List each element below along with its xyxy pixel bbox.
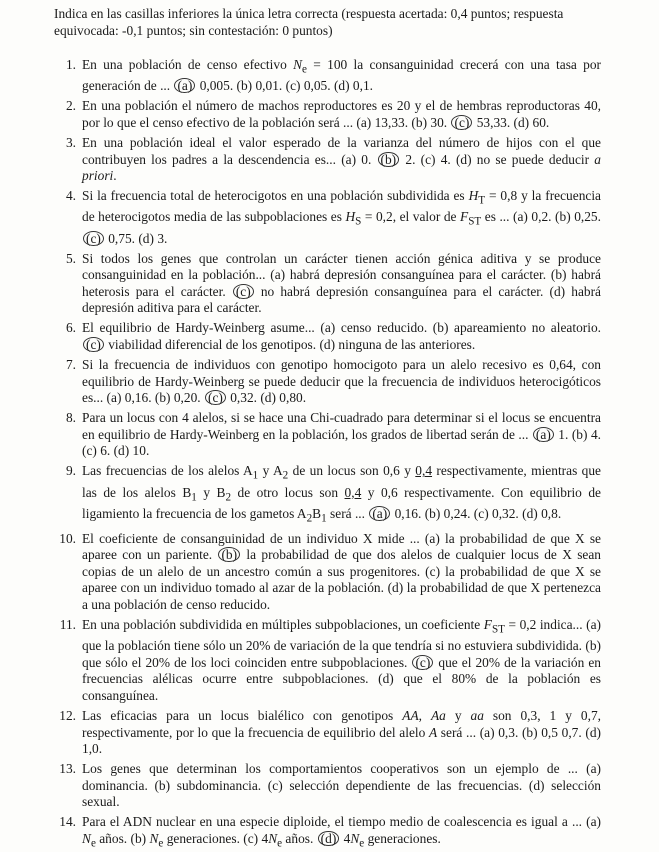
question-7: 7. Si la frecuencia de individuos con genotipo homocigoto para un alelo recesivo es 0,64, con equilibrio de Hardy-Weinberg se puede deducir que la frecuencia de individuos heterocigóticos es... (a) 0,16. (b) 0,20. (c) 0,32. (d) 0,80. <box>54 357 601 407</box>
question-3: 3. En una población ideal el valor esperado de la varianza del número de hijos con el que contribuyen los padres a la descendencia es... (a) 0. (b) 2. (c) 4. (d) no se puede deducir a priori. <box>54 135 601 185</box>
question-8: 8. Para un locus con 4 alelos, si se hace una Chi-cuadrado para determinar si el locus se encuentra en equilibrio de Hardy-Weinberg en la población, los grados de libertad serán de ... (a) 1. (b) 4. (c) 6. (d) 10. <box>54 410 601 460</box>
question-number: 1. <box>65 57 76 73</box>
selected-answer-mark: (b) <box>378 152 400 167</box>
question-number: 11. <box>59 616 76 632</box>
question-number: 6. <box>65 320 76 336</box>
question-5: 5. Si todos los genes que controlan un carácter tienen acción génica aditiva y se produce consanguinidad en la población... (a) habrá depresión consanguínea para el carácter. (b) habrá heterosis para el carácter. (c) no habrá depresión consanguínea para el carácter. (d) habrá depresión aditiva para el carácter. <box>54 251 601 317</box>
question-list <box>54 57 601 852</box>
selected-answer-mark: (d) <box>318 831 340 846</box>
selected-answer-mark: (c) <box>451 115 472 130</box>
instructions-text: Indica en las casillas inferiores la única letra correcta (respuesta acertada: 0,4 puntos; respuesta equivocada: -0,1 puntos; sin contestación: 0 puntos) <box>54 6 564 38</box>
selected-answer-mark: (c) <box>205 390 226 405</box>
question-number: 14. <box>59 814 76 830</box>
selected-answer-mark: (c) <box>233 284 254 299</box>
question-number: 9. <box>65 463 76 479</box>
question-13: 13. Los genes que determinan los comportamientos cooperativos son un ejemplo de ... (a) dominancia. (b) subdominancia. (c) selección dependiente de las frecuencias. (d) selección sexual. <box>54 761 601 811</box>
question-number: 7. <box>65 357 76 373</box>
question-number: 8. <box>65 410 76 426</box>
question-number: 10. <box>59 530 76 546</box>
question-number: 5. <box>65 250 76 266</box>
question-4: 4. Si la frecuencia total de heterocigotos en una población subdividida es $H_T = 0,8$ y la frecuencia de heterocigotos media de las subpoblaciones es $H_S = 0,2$, el valor de $F_{ST}$ es ... (a) 0,2. (b) 0,25. (c) 0,75. (d) 3. <box>54 188 601 247</box>
question-14: 14. Para el ADN nuclear en una especie diploide, el tiempo medio de coalescencia es igual a ... (a) $N_e$ años. (b) $N_e$ generaciones. (c) $4N_e$ años. (d) $4N_e$ generaciones. <box>54 814 601 852</box>
selected-answer-mark: (b) <box>218 547 240 562</box>
question-number: 12. <box>59 707 76 723</box>
selected-answer-mark: (c) <box>83 231 104 246</box>
question-10: 10. El coeficiente de consanguinidad de un individuo X mide ... (a) la probabilidad de que X se aparee con un pariente. (b) la probabilidad de que dos alelos de cualquier locus de X sean copias de un alelo de un ancestro común a sus progenitores. (c) la probabilidad de que X se aparee con un individuo tomado al azar de la población. (d) la probabilidad de que X pertenezca a una población de censo reducido. <box>54 531 601 614</box>
selected-answer-mark: (a) <box>533 427 554 442</box>
question-number: 3. <box>65 135 76 151</box>
question-12: 12. Las eficacias para un locus bialélico con genotipos AA, Aa y aa son 0,3, 1 y 0,7, respectivamente, por lo que la frecuencia de equilibrio del alelo A será ... (a) 0,3. (b) 0,5 0,7. (d) 1,0. <box>54 708 601 758</box>
selected-answer-mark: (c) <box>412 655 433 670</box>
selected-answer-mark: (a) <box>174 78 195 93</box>
question-11: 11. En una población subdividida en múltiples subpoblaciones, un coeficiente $F_{ST} = 0,2$ indica... (a) que la población tiene sólo un 20% de variación de la que tendría si no estuviera subdividida. (b) que sólo el 20% de los loci coinciden entre subpoblaciones. (c) que el 20% de la variación en frecuencias alélicas ocurre entre subpoblaciones. (d) que el 80% de la población es consanguínea. <box>54 617 601 705</box>
underlined-value: 0,4 <box>415 463 433 479</box>
question-2: 2. En una población el número de machos reproductores es 20 y el de hembras reproductoras 40, por lo que el censo efectivo de la población será ... (a) 13,33. (b) 30. (c) 53,33. (d) 60. <box>54 98 601 131</box>
selected-answer-mark: (c) <box>83 337 104 352</box>
question-1: 1. En una población de censo efectivo $N_e = 100$ la consanguinidad crecerá con una tasa por generación de ... (a) 0,005. (b) 0,01. (c) 0,05. (d) 0,1. <box>54 57 601 95</box>
selected-answer-mark: (a) <box>369 506 390 521</box>
underlined-value: 0,4 <box>344 484 362 500</box>
question-number: 2. <box>65 98 76 114</box>
question-6: 6. El equilibrio de Hardy-Weinberg asume... (a) censo reducido. (b) apareamiento no aleatorio. (c) viabilidad diferencial de los genotipos. (d) ninguna de las anteriores. <box>54 320 601 353</box>
question-number: 4. <box>65 188 76 204</box>
question-number: 13. <box>59 761 76 777</box>
question-9: 9. Las frecuencias de los alelos $A_1$ y $A_2$ de un locus son 0,6 y 0,4 respectivamente, mientras que las de los alelos $B_1$ y $B_2$ de otro locus son 0,4 y 0,6 respectivamente. Con equilibrio de ligamiento la frecuencia de los gametos $A_2B_1$ será ... (a) 0,16. (b) 0,24. (c) 0,32. (d) 0,8. <box>54 463 601 527</box>
